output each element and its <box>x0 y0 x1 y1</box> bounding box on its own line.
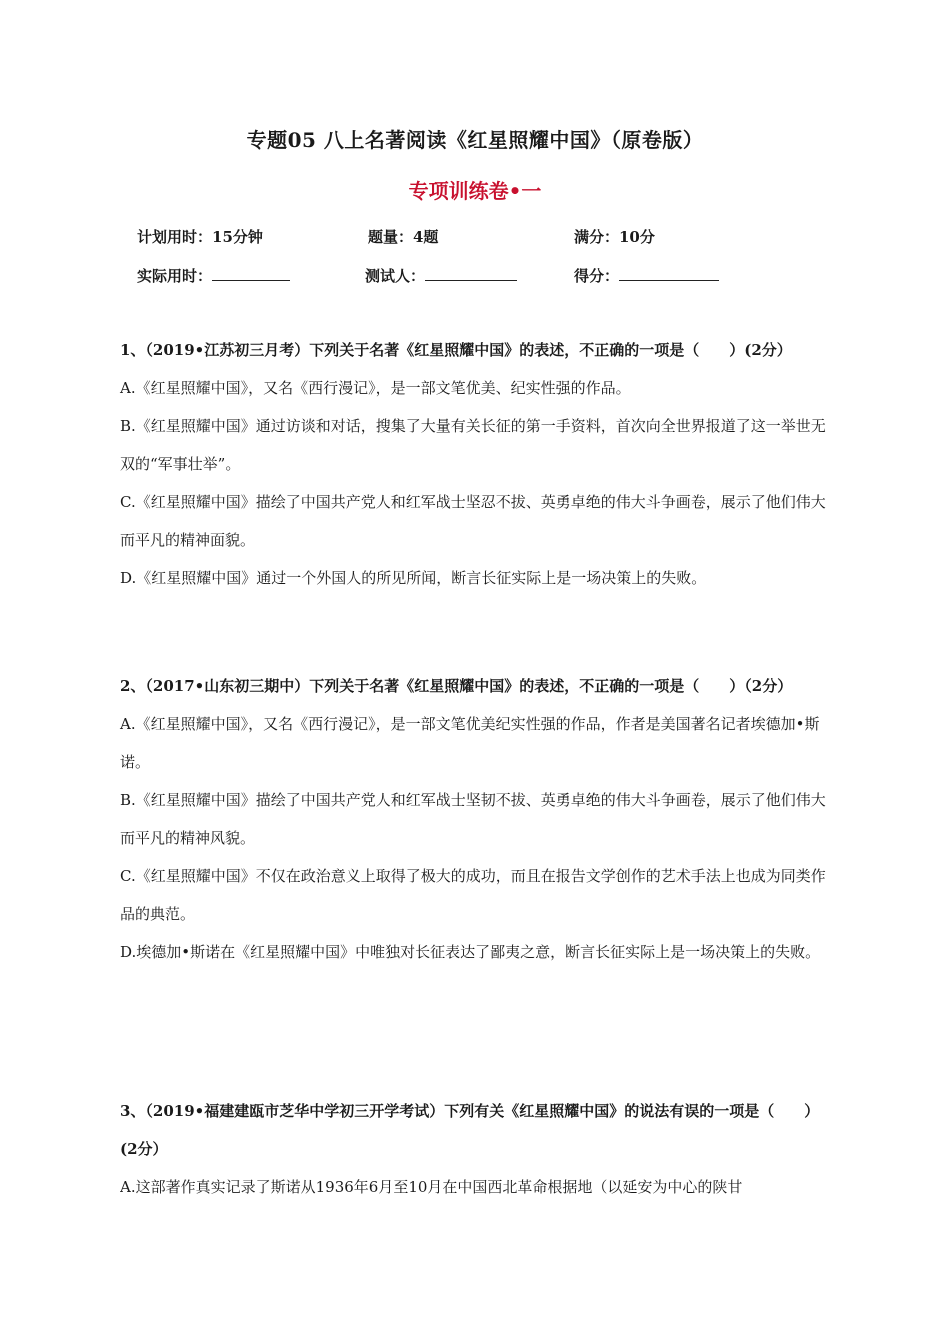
question-1-option-a: A.《红星照耀中国》，又名《西行漫记》，是一部文笔优美、纪实性强的作品。 <box>120 379 631 397</box>
question-3 <box>120 1092 832 1206</box>
question-1-option-c: C.《红星照耀中国》描绘了中国共产党人和红军战士坚忍不拔、英勇卓绝的伟大斗争画卷，展示了他们伟大而平凡的精神面貌。 <box>120 493 826 549</box>
question-2-stem-emphasis: 不正确 · <box>579 677 624 695</box>
actual-time-blank <box>212 264 290 281</box>
page-title: 专题05 八上名著阅读《红星照耀中国》（原卷版） <box>246 128 704 152</box>
question-3-option-a: A.这部著作真实记录了斯诺从1936年6月至10月在中国西北革命根据地（以延安为中心的陕甘 <box>120 1178 743 1196</box>
question-1-option-b: B.《红星照耀中国》通过访谈和对话，搜集了大量有关长征的第一手资料，首次向全世界报道了这一举世无双的“军事壮举”。 <box>120 417 826 473</box>
actual-time-field[interactable] <box>137 264 290 286</box>
question-1 <box>120 331 832 597</box>
question-2-stem-before: 2、（2017•山东初三期中）下列关于名著《红星照耀中国》的表述， <box>120 677 580 695</box>
question-2-stem <box>120 667 832 705</box>
question-2-stem-after: 的一项是（ ）（2分） <box>624 677 793 695</box>
question-2-option-c: C.《红星照耀中国》不仅在政治意义上取得了极大的成功，而且在报告文学创作的艺术手法上也成为同类作品的典范。 <box>120 867 826 923</box>
full-score: 满分：10分 <box>574 228 655 246</box>
question-3-stem: 3、（2019•福建建瓯市芝华中学初三开学考试）下列有关《红星照耀中国》的说法有误的一项是（ ）(2分） <box>120 1102 820 1158</box>
tester-field[interactable] <box>365 264 517 286</box>
question-1-stem: 1、（2019•江苏初三月考）下列关于名著《红星照耀中国》的表述，不正确的一项是（ ）(2分） <box>120 341 792 359</box>
actual-time-label: 实际用时： <box>137 267 213 285</box>
question-1-option-d: D.《红星照耀中国》通过一个外国人的所见所闻，断言长征实际上是一场决策上的失败。 <box>120 569 707 587</box>
score-blank <box>619 264 719 281</box>
score-label: 得分： <box>574 267 620 285</box>
question-2-option-a: A.《红星照耀中国》，又名《西行漫记》，是一部文笔优美纪实性强的作品，作者是美国著名记者埃德加•斯诺。 <box>120 715 820 771</box>
question-2-option-d: D.埃德加•斯诺在《红星照耀中国》中唯独对长征表达了鄙夷之意，断言长征实际上是一场决策上的失败。 <box>120 943 821 961</box>
question-2 <box>120 667 832 971</box>
question-2-option-b: B.《红星照耀中国》描绘了中国共产党人和红军战士坚韧不拔、英勇卓绝的伟大斗争画卷，展示了他们伟大而平凡的精神风貌。 <box>120 791 826 847</box>
score-field[interactable] <box>574 264 719 286</box>
tester-blank <box>425 264 517 281</box>
tester-label: 测试人： <box>365 267 426 285</box>
page-subtitle: 专项训练卷•一 <box>408 179 542 203</box>
planned-time: 计划用时：15分钟 <box>137 228 263 246</box>
question-count: 题量：4题 <box>368 228 439 246</box>
